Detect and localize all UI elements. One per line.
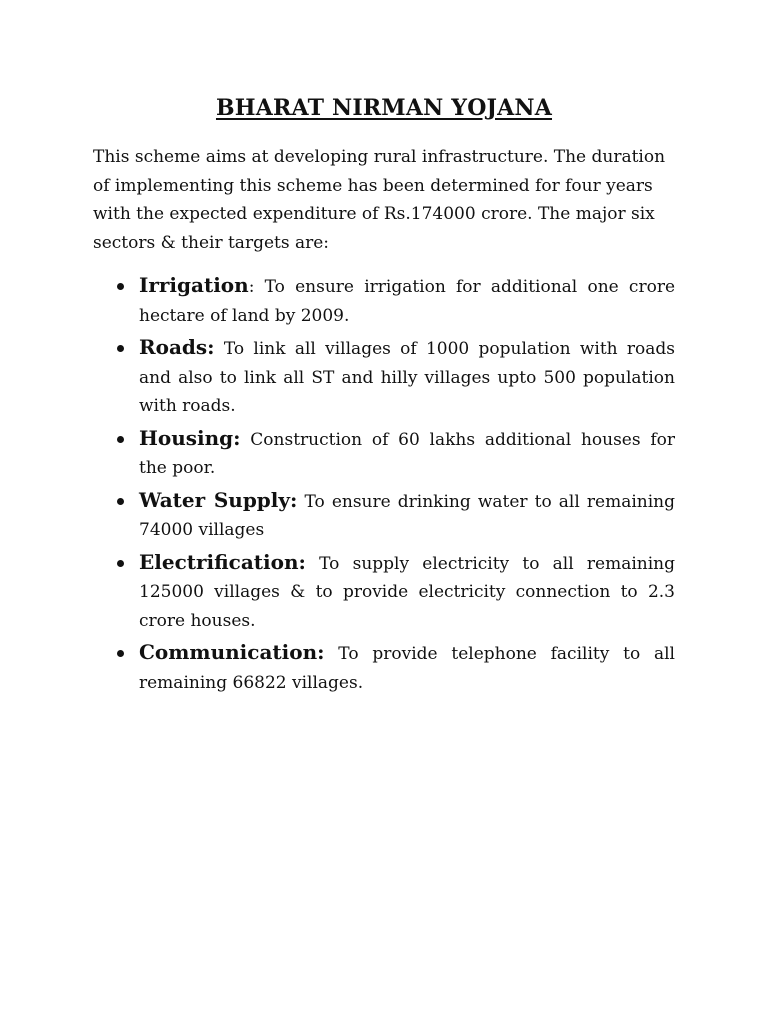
item-text: To provide telephone facility to all remaining 66822 villages. <box>139 644 675 693</box>
document-title: BHARAT NIRMAN YOJANA <box>215 95 553 121</box>
intro-paragraph: This scheme aims at developing rural infrastructure. The duration of implementing this scheme has been determined for four years with the expected expenditure of Rs.174000 crore. The major six sectors & their targets are: <box>93 147 666 253</box>
item-term: Communication: <box>139 640 325 664</box>
item-term: Electrification: <box>139 549 306 574</box>
bullet-icon <box>117 560 124 567</box>
item-text: To link all villages of 1000 population with roads and also to link all ST and hilly villages upto 500 population with roads. <box>139 339 675 416</box>
item-colon: : <box>248 277 255 297</box>
item-text: To ensure irrigation for additional one crore hectare of land by 2009. <box>139 277 675 326</box>
item-term: Housing: <box>139 425 241 450</box>
item-term: Roads: <box>139 335 215 359</box>
list-item-roads <box>93 333 675 421</box>
bullet-icon <box>117 436 124 443</box>
bullet-icon <box>117 650 124 657</box>
item-text: To ensure drinking water to all remaining 74000 villages <box>139 491 675 540</box>
list-item-water-supply <box>93 486 675 545</box>
item-term: Water Supply: <box>139 487 298 512</box>
list-item-communication <box>93 638 675 697</box>
document-page <box>93 92 675 700</box>
item-term: Irrigation <box>139 273 249 297</box>
list-item-housing <box>93 424 675 483</box>
bullet-icon <box>117 498 124 505</box>
list-item-irrigation <box>93 271 675 330</box>
item-text: To supply electricity to all remaining 125000 villages & to provide electricity connection to 2.3 crore houses. <box>139 553 675 631</box>
list-item-electrification <box>93 548 675 636</box>
sector-list <box>93 271 675 697</box>
bullet-icon <box>117 345 124 352</box>
item-text: Construction of 60 lakhs additional houses for the poor. <box>139 429 675 478</box>
bullet-icon <box>117 283 124 290</box>
